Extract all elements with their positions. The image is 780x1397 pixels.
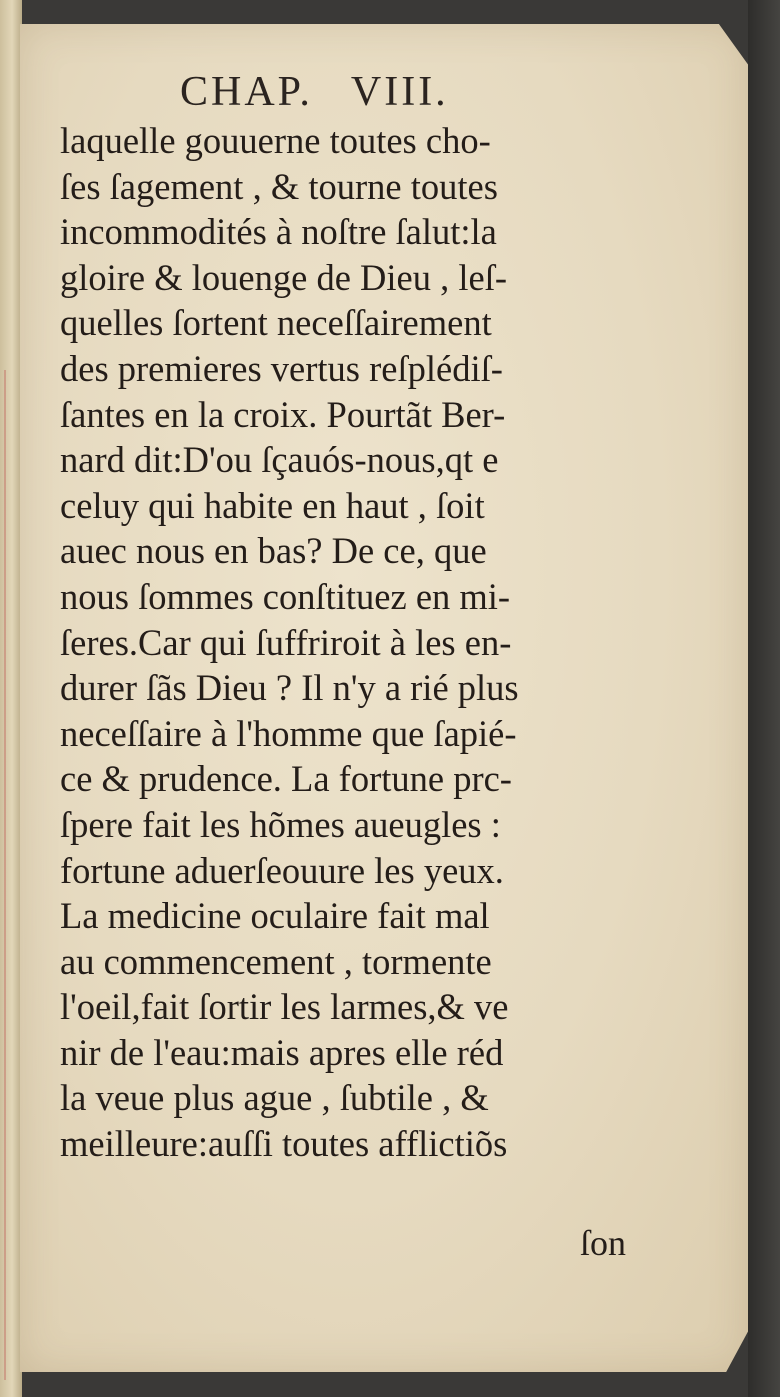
text-line: fortune aduerſeouure les yeux. — [60, 849, 504, 891]
text-line: au commencement , tormente — [60, 940, 492, 982]
facing-page-edge — [0, 0, 22, 1397]
text-line: nard dit:D'ou ſçauós-nous,qt e — [60, 439, 499, 481]
text-line: La medicine oculaire fait mal — [60, 895, 490, 937]
text-line: des premieres vertus reſplédiſ- — [60, 347, 503, 389]
text-line: gloire & louenge de Dieu , leſ- — [60, 256, 507, 298]
text-line: l'oeil,fait ſortir les larmes,& ve — [60, 986, 509, 1028]
text-line: durer ſãs Dieu ? Il n'y a rié plus — [60, 667, 519, 709]
text-line: incommodités à noſtre ſalut:la — [60, 211, 497, 253]
text-line: ſantes en la croix. Pourtãt Ber- — [60, 393, 506, 435]
text-line: ce & prudence. La fortune prc- — [60, 758, 512, 800]
text-line: nir de l'eau:mais apres elle réd — [60, 1031, 504, 1073]
text-line: ſeres.Car qui ſuffriroit à les en- — [60, 621, 512, 663]
chapter-number: VIII. — [350, 69, 449, 115]
running-head — [180, 68, 580, 116]
text-line: meilleure:auſſi toutes afflictiõs — [60, 1123, 508, 1165]
text-line: nous ſommes conſtituez en mi- — [60, 575, 511, 617]
catchword: ſon — [580, 1223, 627, 1263]
page-edge-stain — [4, 370, 6, 1380]
text-line: neceſſaire à l'homme que ſapié- — [60, 712, 517, 754]
text-line: la veue plus ague , ſubtile , & — [60, 1077, 489, 1119]
body-text — [60, 118, 680, 1167]
text-line: ſes ſagement , & tourne toutes — [60, 165, 498, 207]
book-spine-shadow — [748, 0, 780, 1397]
text-line: ſpere fait les hõmes aueugles : — [60, 803, 501, 845]
chapter-label: CHAP. — [180, 69, 313, 115]
text-line: laquelle gouuerne toutes cho- — [60, 120, 491, 161]
text-line: quelles ſortent neceſſairement — [60, 302, 492, 344]
text-line: celuy qui habite en haut , ſoit — [60, 484, 485, 526]
text-line: auec nous en bas? De ce, que — [60, 530, 487, 572]
